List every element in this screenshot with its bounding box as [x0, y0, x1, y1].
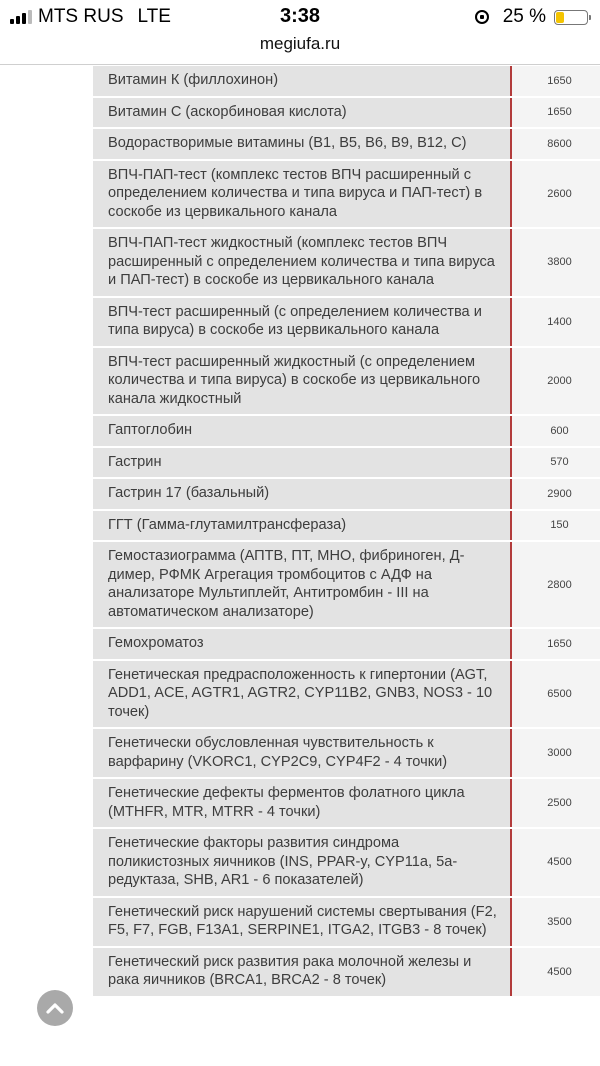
table-row	[93, 660, 600, 729]
test-price-cell: 570	[511, 447, 600, 479]
test-name-cell: Генетический риск нарушений системы свертывания (F2, F5, F7, FGB, F13A1, SERPINE1, ITGA2, ITGB3 - 8 точек)	[93, 897, 511, 947]
table-row	[93, 66, 600, 97]
address-bar[interactable]	[0, 32, 600, 64]
address-bar-divider	[0, 64, 600, 65]
test-name-cell: Витамин К (филлохинон)	[93, 66, 511, 97]
table-row	[93, 897, 600, 947]
url-text[interactable]: megiufa.ru	[259, 34, 341, 53]
test-price-cell: 1650	[511, 628, 600, 660]
test-name-cell: Гастрин	[93, 447, 511, 479]
carrier-name: MTS RUS	[38, 6, 124, 27]
scroll-to-top-button[interactable]	[37, 990, 73, 1026]
battery-icon	[554, 10, 588, 25]
table-row	[93, 728, 600, 778]
table-row	[93, 778, 600, 828]
test-price-cell: 8600	[511, 128, 600, 160]
status-bar	[0, 0, 600, 32]
test-price-cell: 1400	[511, 297, 600, 347]
test-name-cell: Генетические факторы развития синдрома поликистозных яичников (INS, PPAR-y, CYP11a, 5a-редуктаза, SHB, AR1 - 6 показателей)	[93, 828, 511, 897]
price-table	[93, 66, 600, 998]
test-price-cell: 6500	[511, 660, 600, 729]
test-price-cell: 3800	[511, 228, 600, 297]
test-name-cell: Витамин С (аскорбиновая кислота)	[93, 97, 511, 129]
test-name-cell: Генетически обусловленная чувствительность к варфарину (VKORC1, CYP2C9, CYP4F2 - 4 точки)	[93, 728, 511, 778]
test-price-cell: 2500	[511, 778, 600, 828]
table-row	[93, 628, 600, 660]
test-name-cell: Водорастворимые витамины (В1, В5, В6, В9, В12, С)	[93, 128, 511, 160]
test-price-cell: 2900	[511, 478, 600, 510]
table-row	[93, 478, 600, 510]
table-row	[93, 347, 600, 416]
test-price-cell: 150	[511, 510, 600, 542]
test-name-cell: Генетические дефекты ферментов фолатного цикла (MTHFR, MTR, MTRR - 4 точки)	[93, 778, 511, 828]
table-row	[93, 510, 600, 542]
status-right	[475, 6, 588, 28]
test-name-cell: ВПЧ-ПАП-тест жидкостный (комплекс тестов ВПЧ расширенный с определением количества и типа вируса и ПАП-тест) в соскобе из цервикального канала	[93, 228, 511, 297]
test-name-cell: Гемохроматоз	[93, 628, 511, 660]
test-price-cell: 1650	[511, 97, 600, 129]
test-name-cell: Генетическая предрасположенность к гипертонии (AGT, ADD1, ACE, AGTR1, AGTR2, CYP11B2, GNB3, NOS3 - 10 точек)	[93, 660, 511, 729]
chevron-up-icon	[45, 1001, 65, 1015]
status-time: 3:38	[279, 5, 321, 27]
table-row	[93, 828, 600, 897]
test-price-cell: 3500	[511, 897, 600, 947]
battery-percent: 25 %	[502, 6, 546, 27]
table-row	[93, 228, 600, 297]
test-price-cell: 1650	[511, 66, 600, 97]
table-row	[93, 297, 600, 347]
test-price-cell: 4500	[511, 947, 600, 997]
table-row	[93, 947, 600, 997]
test-price-cell: 2600	[511, 160, 600, 229]
test-name-cell: Гастрин 17 (базальный)	[93, 478, 511, 510]
test-name-cell: Гемостазиограмма (АПТВ, ПТ, МНО, фибриноген, Д-димер, РФМК Агрегация тромбоцитов с АДФ на анализаторе Мультиплейт, Антитромбин - III на автоматическом анализаторе)	[93, 541, 511, 628]
test-name-cell: ВПЧ-тест расширенный жидкостный (с определением количества и типа вируса) в соскобе из цервикального канала жидкостный	[93, 347, 511, 416]
test-name-cell: ГГТ (Гамма-глутамилтрансфераза)	[93, 510, 511, 542]
test-price-cell: 2000	[511, 347, 600, 416]
test-name-cell: ВПЧ-тест расширенный (с определением количества и типа вируса) в соскобе из цервикального канала	[93, 297, 511, 347]
test-name-cell: ВПЧ-ПАП-тест (комплекс тестов ВПЧ расширенный с определением количества и типа вируса и ПАП-тест) в соскобе из цервикального канала	[93, 160, 511, 229]
test-price-cell: 2800	[511, 541, 600, 628]
table-row	[93, 415, 600, 447]
table-row	[93, 160, 600, 229]
table-row	[93, 447, 600, 479]
table-row	[93, 541, 600, 628]
test-name-cell: Гаптоглобин	[93, 415, 511, 447]
test-name-cell: Генетический риск развития рака молочной железы и рака яичников (BRCA1, BRCA2 - 8 точек)	[93, 947, 511, 997]
orientation-lock-icon	[475, 10, 489, 24]
price-table-container	[93, 66, 600, 1066]
network-type: LTE	[137, 6, 171, 27]
table-row	[93, 97, 600, 129]
test-price-cell: 4500	[511, 828, 600, 897]
test-price-cell: 3000	[511, 728, 600, 778]
table-row	[93, 128, 600, 160]
test-price-cell: 600	[511, 415, 600, 447]
